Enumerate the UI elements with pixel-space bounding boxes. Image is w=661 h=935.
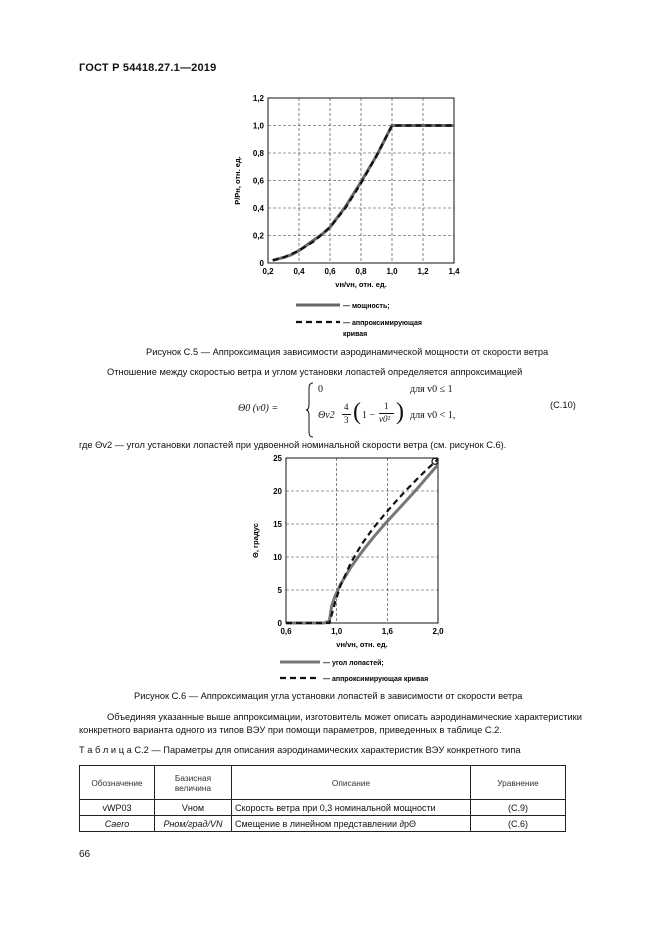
formula-frac1-num: 4 — [344, 402, 349, 412]
x-axis-label: vн/vн, отн. ед. — [336, 640, 388, 649]
x-tick-label: 0,8 — [355, 267, 367, 276]
cell-description: Скорость ветра при 0,3 номинальной мощности — [232, 800, 471, 816]
cell-symbol: Caero — [80, 816, 155, 832]
power-curve-svg — [180, 88, 500, 348]
cell-base: Pном/град/VN — [155, 816, 232, 832]
x-tick-label: 1,6 — [381, 627, 393, 636]
y-tick-label: 1,0 — [252, 121, 264, 131]
x-tick-label: 1,2 — [417, 267, 429, 276]
y-tick-label: 5 — [277, 586, 282, 595]
params-table-wrap — [79, 765, 566, 832]
x-axis-label: vн/vн, отн. ед. — [335, 280, 387, 289]
figure-c6-chart — [220, 450, 520, 690]
plot-frame — [286, 458, 438, 623]
table-title: Т а б л и ц а С.2 — Параметры для описания аэродинамических характеристик ВЭУ конкретного типа — [79, 745, 521, 755]
formula-frac2-den: v0² — [379, 414, 391, 424]
cell-equation: (С.9) — [471, 800, 566, 816]
table-row — [80, 816, 566, 832]
y-tick-label: 1,2 — [252, 94, 264, 103]
legend-label-solid: — мощность; — [343, 303, 390, 310]
x-tick-label: 0,4 — [293, 267, 305, 276]
y-tick-label: 20 — [273, 487, 282, 496]
series-line-approx — [286, 459, 438, 623]
formula-brace — [305, 382, 315, 438]
formula-frac2-num: 1 — [384, 401, 389, 411]
formula-case1-cond: для v0 ≤ 1 — [410, 384, 453, 395]
pitch-angle-svg — [220, 450, 520, 685]
formula-lhs: Θ0 (v0) = — [238, 403, 279, 414]
y-tick-label: 0,2 — [252, 231, 264, 241]
legend-label-solid: — угол лопастей; — [323, 660, 384, 667]
formula-frac1-den: 3 — [344, 415, 349, 425]
table-row — [80, 800, 566, 816]
th-symbol: Обозначение — [80, 766, 155, 800]
y-tick-label: 15 — [273, 520, 282, 529]
text-c5-after: Отношение между скоростью ветра и углом установки лопастей определяется аппроксимацией — [107, 367, 523, 377]
y-tick-label: 10 — [273, 553, 282, 562]
paragraph: Объединяя указанные выше аппроксимации, изготовитель может описать аэродинамические характеристики конкретного варианта одного из типов ВЭУ при помощи параметров, приведенных в таблице С.2. — [79, 712, 582, 735]
document-header: ГОСТ Р 54418.27.1—2019 — [79, 62, 217, 74]
series-line-measured — [273, 126, 454, 261]
x-tick-label: 0,2 — [262, 267, 274, 276]
formula-c10 — [238, 380, 568, 440]
th-description: Описание — [232, 766, 471, 800]
y-axis-label: Θ, градус — [251, 523, 260, 558]
formula-case2-cond: для v0 < 1, — [410, 410, 456, 421]
params-table — [79, 765, 566, 832]
formula-number: (С.10) — [550, 400, 576, 410]
formula-case1-value: 0 — [318, 384, 323, 395]
cell-symbol: vWP03 — [80, 800, 155, 816]
cell-base: Vном — [155, 800, 232, 816]
formula-case2-coef: Θv2 — [318, 410, 335, 421]
figure-c5-caption: Рисунок С.5 — Аппроксимация зависимости аэродинамической мощности от скорости ветра — [146, 347, 549, 357]
figure-c6-caption: Рисунок С.6 — Аппроксимация угла установки лопастей в зависимости от скорости ветра — [134, 691, 523, 701]
th-base: Базисная величина — [155, 766, 232, 800]
page-number: 66 — [79, 849, 91, 860]
x-tick-label: 1,4 — [448, 267, 460, 276]
y-tick-label: 0,6 — [252, 176, 264, 186]
formula-paren-open: ( — [353, 399, 361, 425]
y-tick-label: 0,8 — [252, 149, 264, 158]
x-tick-label: 0,6 — [280, 627, 292, 636]
legend-label-dashed-cont: кривая — [343, 331, 368, 338]
y-tick-label: 0 — [259, 259, 264, 268]
legend-label-dashed: — аппроксимирующая кривая — [323, 676, 429, 683]
y-tick-label: 0 — [277, 619, 282, 628]
table-header-row — [80, 766, 566, 800]
x-tick-label: 1,0 — [331, 627, 343, 636]
y-axis-label: P/Pн, отн. ед. — [233, 156, 242, 205]
y-tick-label: 0,4 — [252, 204, 264, 213]
legend-label-dashed: — аппроксимирующая — [343, 320, 422, 327]
formula-paren-inner: 1 − — [362, 410, 376, 421]
x-tick-label: 2,0 — [432, 627, 444, 636]
x-tick-label: 1,0 — [386, 267, 398, 276]
th-equation: Уравнение — [471, 766, 566, 800]
series-line-approx — [273, 126, 454, 261]
y-tick-label: 25 — [273, 454, 282, 463]
formula-paren-close: ) — [396, 399, 404, 425]
figure-c5-chart — [180, 88, 500, 353]
cell-description: Смещение в линейном представлении ∂pΘ — [232, 816, 471, 832]
series-line-measured — [286, 465, 438, 623]
cell-equation: (С.6) — [471, 816, 566, 832]
where-text: где Θv2 — угол установки лопастей при удвоенной номинальной скорости ветра (см. рисунок С.6). — [79, 440, 507, 450]
x-tick-label: 0,6 — [324, 267, 336, 276]
